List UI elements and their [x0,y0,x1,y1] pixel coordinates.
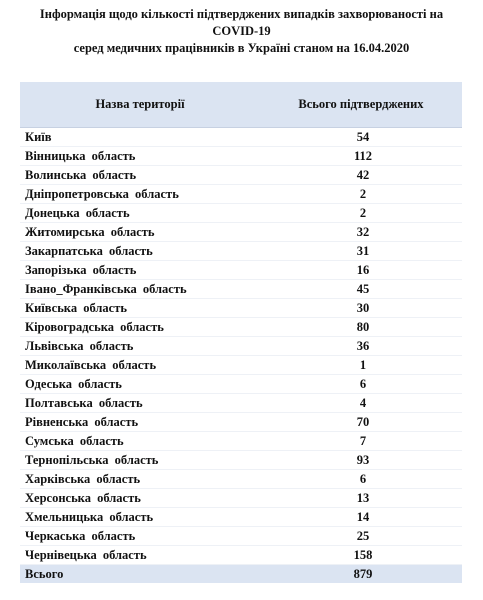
territory-name-cell: Рівненська область [20,413,260,432]
table-row [20,546,462,565]
title-line-2: COVID-19 [212,24,271,38]
territory-name-cell: Дніпропетровська область [20,185,260,204]
confirmed-count-cell: 54 [260,128,462,147]
title-line-1: Інформація щодо кількості підтверджених випадків захворюваності на [39,7,444,21]
territory-name-cell: Донецька область [20,204,260,223]
territory-name-cell: Кіровоградська область [20,318,260,337]
table-row [20,223,462,242]
confirmed-count-cell: 32 [260,223,462,242]
territory-name-cell: Запорізька область [20,261,260,280]
total-row [20,565,462,584]
title-line-3: серед медичних працівників в Україні станом на 16.04.2020 [73,41,410,55]
territory-name-cell: Тернопільська область [20,451,260,470]
confirmed-count-cell: 31 [260,242,462,261]
confirmed-count-cell: 14 [260,508,462,527]
confirmed-count-cell: 45 [260,280,462,299]
territory-name-cell: Сумська область [20,432,260,451]
column-header-territory: Назва території [20,82,260,128]
cases-table-container [20,82,462,583]
confirmed-count-cell: 1 [260,356,462,375]
table-row [20,185,462,204]
table-row [20,489,462,508]
confirmed-count-cell: 158 [260,546,462,565]
territory-name-cell: Івано_Франківська область [20,280,260,299]
table-row [20,204,462,223]
confirmed-count-cell: 7 [260,432,462,451]
table-row [20,128,462,147]
table-row [20,527,462,546]
confirmed-count-cell: 112 [260,147,462,166]
confirmed-count-cell: 16 [260,261,462,280]
table-row [20,242,462,261]
territory-name-cell: Чернівецька область [20,546,260,565]
table-row [20,147,462,166]
table-row [20,451,462,470]
document-title [0,6,483,57]
cases-table [20,82,462,583]
table-row [20,261,462,280]
territory-name-cell: Одеська область [20,375,260,394]
table-header-row [20,82,462,128]
table-row [20,432,462,451]
confirmed-count-cell: 2 [260,185,462,204]
territory-name-cell: Полтавська область [20,394,260,413]
territory-name-cell: Харківська область [20,470,260,489]
total-label-cell: Всього [20,565,260,584]
confirmed-count-cell: 6 [260,470,462,489]
table-row [20,413,462,432]
territory-name-cell: Київська область [20,299,260,318]
table-row [20,318,462,337]
territory-name-cell: Київ [20,128,260,147]
confirmed-count-cell: 42 [260,166,462,185]
column-header-total: Всього підтверджених [260,82,462,128]
confirmed-count-cell: 70 [260,413,462,432]
table-row [20,508,462,527]
territory-name-cell: Херсонська область [20,489,260,508]
table-row [20,166,462,185]
confirmed-count-cell: 13 [260,489,462,508]
confirmed-count-cell: 6 [260,375,462,394]
confirmed-count-cell: 30 [260,299,462,318]
confirmed-count-cell: 36 [260,337,462,356]
confirmed-count-cell: 2 [260,204,462,223]
table-row [20,337,462,356]
table-body [20,128,462,584]
territory-name-cell: Миколаївська область [20,356,260,375]
table-row [20,470,462,489]
territory-name-cell: Волинська область [20,166,260,185]
table-row [20,280,462,299]
table-row [20,299,462,318]
confirmed-count-cell: 25 [260,527,462,546]
confirmed-count-cell: 80 [260,318,462,337]
territory-name-cell: Львівська область [20,337,260,356]
total-count-cell: 879 [260,565,462,584]
table-row [20,356,462,375]
territory-name-cell: Житомирська область [20,223,260,242]
confirmed-count-cell: 4 [260,394,462,413]
territory-name-cell: Вінницька область [20,147,260,166]
table-row [20,375,462,394]
confirmed-count-cell: 93 [260,451,462,470]
territory-name-cell: Закарпатська область [20,242,260,261]
table-row [20,394,462,413]
territory-name-cell: Черкаська область [20,527,260,546]
territory-name-cell: Хмельницька область [20,508,260,527]
